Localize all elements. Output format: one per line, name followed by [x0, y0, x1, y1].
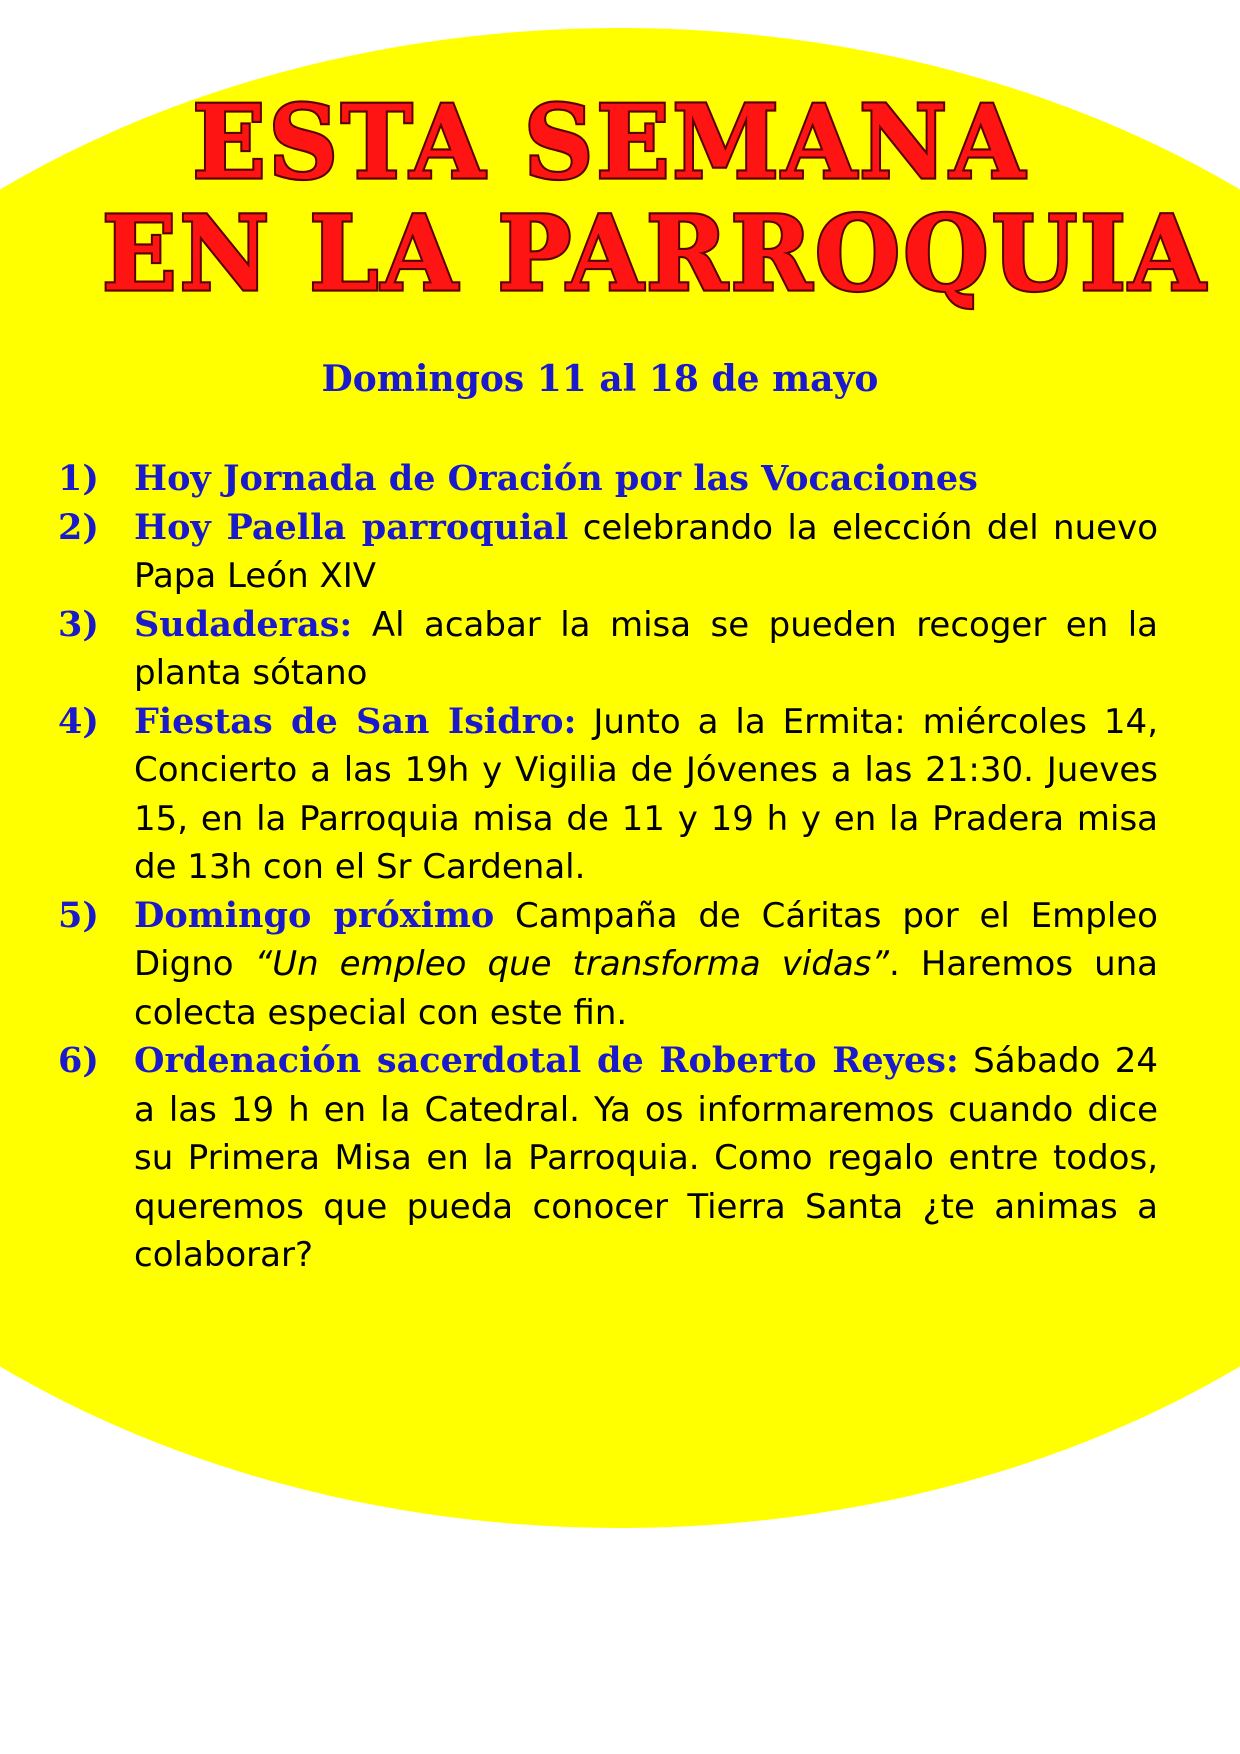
item-body: Campaña de Cáritas por el Empleo Digno	[134, 895, 1158, 984]
item-number: 6)	[58, 1040, 99, 1081]
item-number: 2)	[58, 506, 99, 548]
item-text	[134, 601, 1158, 698]
item-body-after: . Haremos una colecta especial con este fin.	[134, 944, 1158, 1033]
item-text	[134, 455, 1158, 504]
title-line-1: ESTA SEMANA	[192, 83, 1028, 202]
item-number: 1)	[58, 458, 99, 499]
item-highlight: Domingo próximo	[134, 894, 495, 936]
announcement-list	[58, 455, 1158, 1280]
item-body: celebrando la elección del nuevo Papa León XIV	[134, 507, 1159, 596]
announcement-item-5	[58, 892, 1158, 1038]
announcement-item-6	[58, 1037, 1158, 1280]
item-body: Junto a la Ermita: miércoles 14, Concierto a las 19h y Vigilia de Jóvenes a las 21:30. Jueves 15, en la Parroquia misa de 11 y 19 h y en la Pradera misa de 13h con el Sr Cardenal.	[134, 701, 1158, 887]
announcement-item-4	[58, 698, 1158, 892]
item-text	[134, 1037, 1158, 1280]
item-highlight: Hoy Jornada de Oración por las Vocaciones	[134, 458, 978, 499]
item-number: 3)	[58, 603, 99, 645]
announcement-item-2	[58, 504, 1158, 601]
item-highlight: Fiestas de San Isidro:	[134, 700, 577, 742]
announcement-item-3	[58, 601, 1158, 698]
item-text	[134, 698, 1158, 892]
announcement-item-1	[58, 455, 1158, 504]
item-quote: “Un empleo que transforma vidas”	[254, 944, 890, 984]
item-number: 5)	[58, 894, 99, 936]
item-highlight: Sudaderas:	[134, 603, 353, 645]
item-text	[134, 892, 1158, 1038]
item-number: 4)	[58, 700, 99, 742]
item-body: Sábado 24 a las 19 h en la Catedral. Ya os informaremos cuando dice su Primera Misa en la Parroquia. Como regalo entre todos, queremos que pueda conocer Tierra Santa ¿te animas a colaborar?	[134, 1041, 1158, 1275]
item-highlight: Hoy Paella parroquial	[134, 506, 569, 548]
item-body: Al acabar la misa se pueden recoger en la planta sótano	[134, 604, 1158, 693]
date-range: Domingos 11 al 18 de mayo	[321, 358, 879, 400]
item-text	[134, 504, 1158, 601]
item-highlight: Ordenación sacerdotal de Roberto Reyes:	[134, 1040, 959, 1081]
title-line-2: EN LA PARROQUIA	[101, 194, 1208, 315]
